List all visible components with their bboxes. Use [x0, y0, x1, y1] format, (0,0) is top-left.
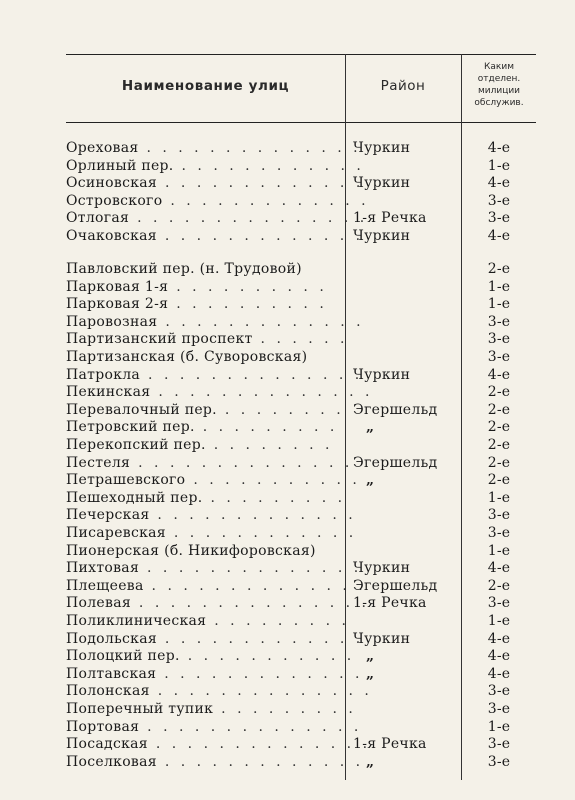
street-name-text: Петровский пер. — [66, 419, 195, 436]
dot-leader: . . . . . . . . . . . — [185, 472, 361, 489]
street-district: „ — [366, 665, 375, 682]
street-name — [66, 419, 338, 437]
street-name — [66, 612, 350, 631]
street-name-text: Паровозная — [66, 313, 158, 330]
street-name-text: Полтавская — [66, 665, 157, 682]
street-district: „ — [366, 648, 375, 665]
street-name-text: Осиновская — [66, 175, 158, 192]
street-name — [66, 543, 338, 561]
street-district: Чуркин — [353, 140, 411, 156]
dot-leader: . . . . . . . . . . . . . — [156, 227, 364, 244]
street-district: „ — [366, 419, 375, 436]
street-name-text: Пекинская — [66, 384, 151, 401]
street-name — [66, 349, 338, 367]
street-precinct: 3-е — [487, 349, 511, 366]
table-row — [66, 472, 536, 490]
street-precinct: 2-е — [487, 384, 511, 401]
street-name — [66, 665, 363, 684]
street-district: Чуркин — [353, 630, 411, 647]
table-row — [66, 437, 536, 455]
street-district: 1-я Речка — [353, 736, 427, 753]
street-precinct: 2-е — [487, 454, 511, 471]
table-row — [66, 384, 536, 402]
street-name-text: Перекопский пер. — [66, 437, 206, 453]
table-row — [66, 754, 536, 772]
dot-leader: . . . . . . . . . . . . . . — [140, 366, 363, 383]
table-row — [66, 349, 536, 367]
street-precinct: 1-е — [487, 157, 511, 174]
street-precinct: 4-е — [487, 665, 511, 682]
table-row — [66, 631, 536, 649]
district-column-header: Район — [380, 78, 426, 94]
street-name — [66, 683, 373, 701]
dot-leader: . . . . . . . . . . — [168, 296, 328, 313]
street-name — [66, 753, 364, 772]
street-name-text: Парковая 1-я — [66, 278, 169, 295]
dot-leader: . . . . . . . . . — [206, 612, 350, 629]
street-precinct: 3-е — [487, 331, 511, 348]
table-row — [66, 228, 536, 246]
street-name — [66, 648, 355, 666]
street-name-text: Пешеходный пер. — [66, 489, 203, 506]
street-name-text: Поликлиническая — [66, 612, 207, 629]
street-precinct: 3-е — [487, 753, 511, 770]
street-name — [66, 718, 362, 737]
street-precinct: 3-е — [487, 507, 511, 524]
precinct-header-line: Каким — [484, 62, 514, 72]
table-row — [66, 314, 536, 332]
dot-leader: . . . . . . . . . . . . . . . — [129, 210, 368, 227]
street-name — [66, 700, 357, 719]
street-precinct: 1-е — [487, 542, 511, 559]
dot-leader: . . . . . . . . . — [213, 700, 357, 717]
street-precinct: 4-е — [487, 630, 511, 647]
street-name — [66, 560, 362, 578]
street-precinct: 4-е — [487, 227, 511, 244]
street-name-text: Печерская — [66, 507, 150, 524]
table-row — [66, 296, 536, 314]
table-row — [66, 613, 536, 631]
table-row — [66, 210, 536, 228]
dot-leader: . . . . . . . . . . . . . . — [130, 454, 353, 471]
street-district: Эгершельд — [353, 577, 438, 594]
street-precinct: 3-е — [487, 210, 511, 227]
header-rule — [66, 122, 536, 123]
street-name-text: Петрашевского — [66, 472, 186, 489]
table-row — [66, 175, 536, 193]
street-name — [66, 595, 370, 613]
street-district: Чуркин — [353, 560, 411, 577]
street-precinct: 4-е — [487, 175, 511, 192]
dot-leader: . . . . . . . . . . . . . — [162, 192, 370, 209]
table-row — [66, 158, 536, 176]
dot-leader: . . . . . . . . — [205, 437, 333, 453]
street-list — [66, 140, 536, 771]
dot-leader: . . . . . . . . . . . . — [173, 157, 365, 174]
dot-leader: . . . . . . . . . . . . . — [156, 753, 364, 770]
dot-leader: . . . . . . . . . . . . — [165, 524, 357, 541]
dot-leader: . . . . . . . . . . . . . . — [150, 384, 373, 401]
street-precinct: 3-е — [487, 736, 511, 753]
dot-leader: . . . . . . . . — [216, 401, 345, 418]
top-rule — [66, 54, 536, 55]
street-name — [66, 261, 338, 279]
dot-leader: . . . . . . . . . . . . . . — [149, 683, 373, 700]
street-name-text: Портовая — [66, 718, 140, 735]
table-row — [66, 455, 536, 473]
street-precinct: 1-е — [487, 718, 511, 735]
dot-leader: . . . . . . . . . . . . . — [149, 507, 357, 524]
street-name — [66, 437, 338, 455]
dot-leader: . . . . . . . . . . . . . . — [138, 140, 362, 156]
street-precinct: 4-е — [487, 560, 511, 577]
table-row — [66, 140, 536, 158]
street-name-text: Партизанская (б. Суворовская) — [66, 349, 308, 366]
precinct-header-line: обслужив. — [474, 98, 524, 108]
street-name — [66, 524, 357, 543]
street-name-text: Полонская — [66, 683, 150, 700]
street-name-text: Островского — [66, 192, 163, 209]
street-name — [66, 313, 365, 332]
dot-leader: . . . . . . . . . — [194, 419, 338, 436]
street-precinct: 1-е — [487, 278, 511, 295]
street-name — [66, 279, 338, 297]
street-name-text: Писаревская — [66, 524, 166, 541]
street-precinct: 2-е — [487, 419, 511, 436]
street-precinct: 1-е — [487, 612, 511, 629]
dot-leader: . . . . . . . . . . . . . . — [139, 718, 362, 735]
street-district: Эгершельд — [353, 454, 438, 471]
street-district: „ — [366, 472, 375, 489]
street-name-text: Пионерская (б. Никифоровская) — [66, 542, 316, 559]
table-row — [66, 525, 536, 543]
street-name-text: Поперечный тупик — [66, 700, 214, 717]
street-precinct: 3-е — [487, 700, 511, 717]
street-name — [66, 736, 371, 754]
street-district: Чуркин — [353, 366, 411, 383]
dot-leader: . . . . . . . . . . . . . — [157, 313, 365, 330]
street-precinct: 1-е — [487, 489, 511, 506]
table-row — [66, 701, 536, 719]
table-row — [66, 719, 536, 737]
precinct-header-line: милиции — [477, 86, 521, 96]
street-name-text: Перевалочный пер. — [66, 401, 217, 418]
street-name-text: Патрокла — [66, 366, 141, 383]
street-name-text: Полевая — [66, 595, 131, 612]
table-row — [66, 193, 536, 211]
street-name — [66, 507, 357, 525]
table-row — [66, 648, 536, 666]
street-name-text: Подольская — [66, 630, 157, 647]
street-name — [66, 454, 353, 473]
street-precinct: 3-е — [487, 524, 511, 541]
street-district: Эгершельд — [353, 401, 438, 418]
street-name — [66, 577, 367, 596]
street-district: Чуркин — [353, 227, 411, 244]
table-row — [66, 367, 536, 385]
street-district: 1-я Речка — [353, 595, 427, 612]
street-precinct: 2-е — [487, 437, 511, 453]
table-row — [66, 402, 536, 420]
dot-leader: . . . . . . . . . . . . . . — [147, 736, 371, 753]
street-name — [66, 472, 361, 490]
dot-leader: . . . . . . . . . . . . . — [157, 175, 364, 192]
street-district: „ — [366, 753, 375, 770]
street-name-text: Парковая 2-я — [66, 296, 169, 313]
street-name-text: Посадская — [66, 736, 148, 753]
dot-leader: . . . . . . . . . . . . . . — [143, 577, 367, 594]
street-name-text: Очаковская — [66, 227, 157, 244]
table-row — [66, 683, 536, 701]
street-precinct: 2-е — [487, 577, 511, 594]
street-name — [66, 140, 362, 158]
street-name — [66, 175, 364, 193]
table-row — [66, 279, 536, 297]
street-precinct: 2-е — [487, 261, 511, 278]
table-row — [66, 261, 536, 279]
street-district: 1-я Речка — [353, 210, 427, 227]
table-row — [66, 419, 536, 437]
street-precinct: 3-е — [487, 313, 511, 330]
table-row — [66, 490, 536, 508]
street-name — [66, 192, 370, 211]
street-name-text: Поселковая — [66, 753, 157, 770]
table-row — [66, 507, 536, 525]
street-precinct: 4-е — [487, 648, 511, 665]
street-name-text: Павловский пер. (н. Трудовой) — [66, 261, 302, 278]
street-district: Чуркин — [353, 175, 411, 192]
street-precinct: 4-е — [487, 366, 511, 383]
street-name-text: Пестеля — [66, 454, 131, 471]
table-row — [66, 595, 536, 613]
street-name-text: Ореховая — [66, 140, 139, 156]
street-name — [66, 210, 368, 228]
table-row — [66, 666, 536, 684]
street-name — [66, 331, 348, 349]
dot-leader: . . . . . . . . . . . — [179, 648, 355, 665]
street-name-text: Пихтовая — [66, 560, 140, 577]
street-name-text: Полоцкий пер. — [66, 648, 180, 665]
dot-leader: . . . . . . — [252, 331, 348, 348]
street-name-text: Плещеева — [66, 577, 144, 594]
table-row — [66, 560, 536, 578]
street-name — [66, 157, 365, 176]
street-name — [66, 401, 345, 420]
street-name — [66, 489, 346, 508]
street-name-column-header: Наименование улиц — [121, 78, 290, 94]
table-row — [66, 331, 536, 349]
dot-leader: . . . . . . . . . . . . . — [156, 630, 364, 647]
dot-leader: . . . . . . . . . . . . . — [156, 665, 363, 682]
table-row — [66, 578, 536, 596]
street-precinct: 3-е — [487, 683, 511, 700]
precinct-column-header — [461, 61, 537, 109]
street-name — [66, 366, 363, 385]
street-name — [66, 296, 338, 314]
street-name — [66, 630, 364, 649]
street-name-text: Отлогая — [66, 210, 130, 227]
street-precinct: 3-е — [487, 192, 511, 209]
street-name-text: Партизанский проспект — [66, 331, 253, 348]
table-row — [66, 736, 536, 754]
street-name — [66, 384, 373, 402]
street-precinct: 3-е — [487, 595, 511, 612]
dot-leader: . . . . . . . . . — [202, 489, 346, 506]
dot-leader: . . . . . . . . . . . . . . . — [130, 595, 370, 612]
street-name-text: Орлиный пер. — [66, 157, 174, 174]
street-precinct: 4-е — [487, 140, 511, 156]
table-row — [66, 543, 536, 561]
street-precinct: 1-е — [487, 296, 511, 313]
street-precinct: 2-е — [487, 401, 511, 418]
precinct-header-line: отделен. — [477, 74, 521, 84]
street-precinct: 2-е — [487, 472, 511, 489]
dot-leader: . . . . . . . . . . . . . . — [139, 560, 362, 577]
dot-leader: . . . . . . . . . . — [168, 278, 328, 295]
street-name — [66, 227, 364, 246]
